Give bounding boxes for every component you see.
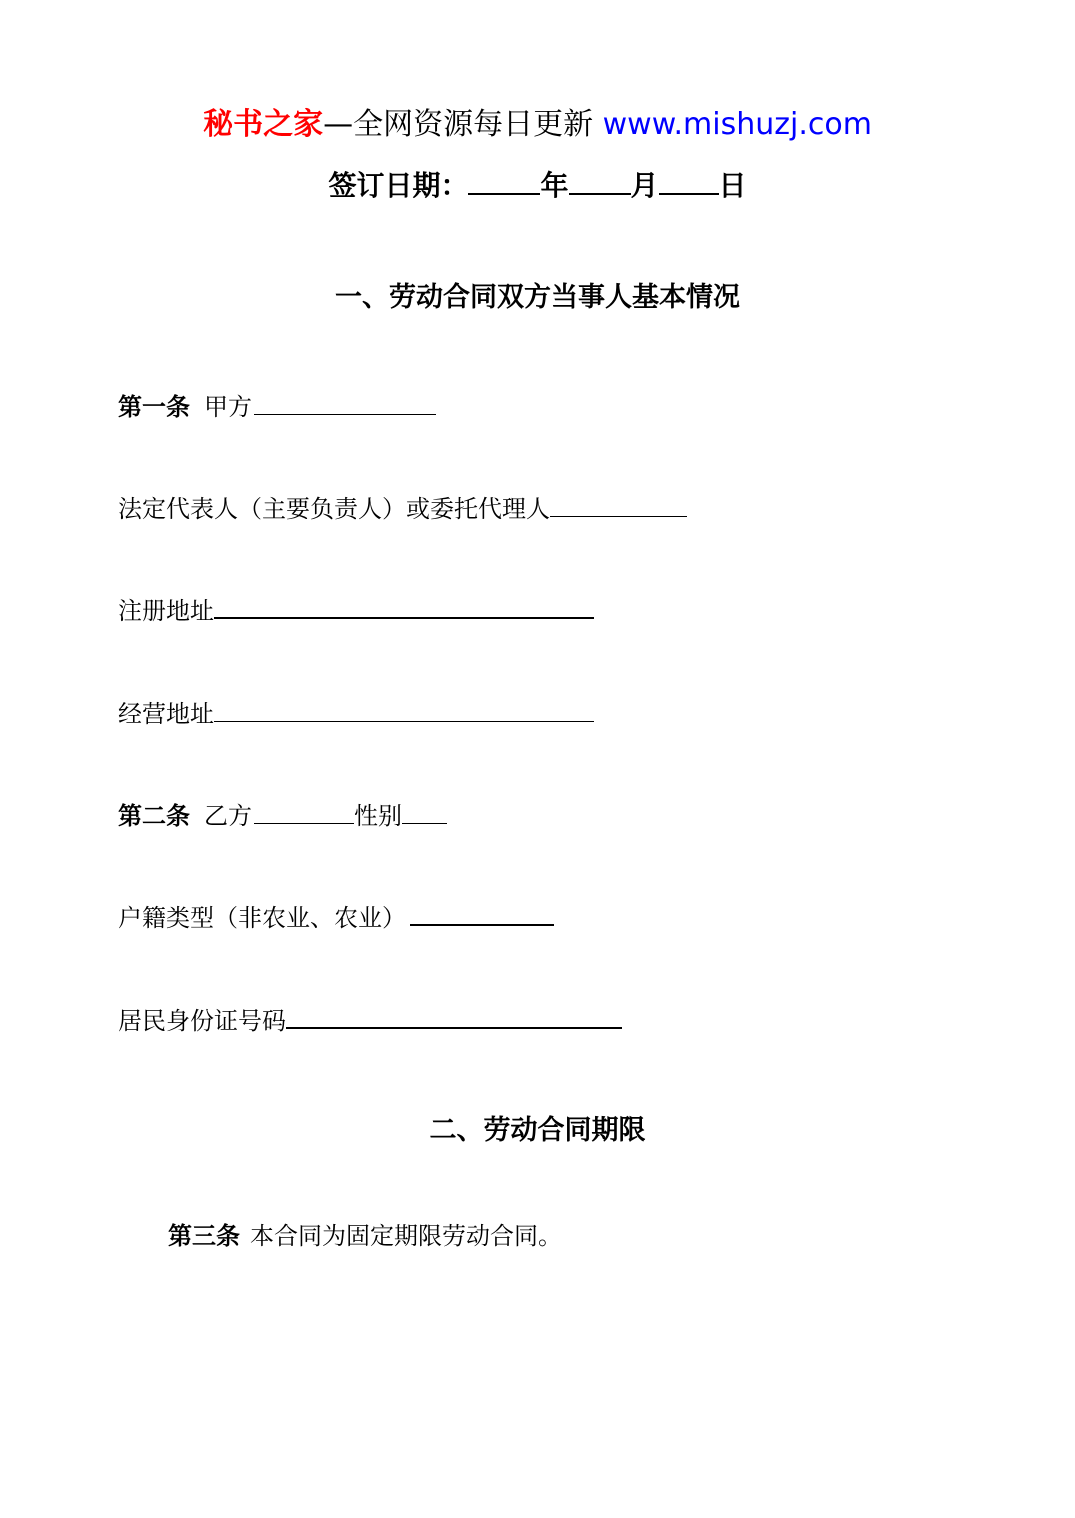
registered-address-row <box>118 595 594 627</box>
gender-label: 性别 <box>354 802 402 830</box>
business-address-blank[interactable] <box>214 699 594 722</box>
brand-name: 秘书之家 <box>203 107 324 142</box>
article2-row <box>118 800 447 832</box>
article1-label: 第一条 <box>118 393 190 421</box>
day-label: 日 <box>718 169 747 202</box>
month-blank[interactable] <box>569 167 631 195</box>
article3-row <box>168 1220 562 1252</box>
year-blank[interactable] <box>468 167 540 195</box>
article2-label: 第二条 <box>118 802 190 830</box>
day-blank[interactable] <box>659 167 719 195</box>
party-b-blank[interactable] <box>254 801 354 824</box>
household-type-label: 户籍类型（非农业、农业） <box>118 904 406 932</box>
registered-address-label: 注册地址 <box>118 597 214 625</box>
legal-rep-row <box>118 493 687 525</box>
party-b-label: 乙方 <box>204 802 252 830</box>
registered-address-blank[interactable] <box>214 595 594 619</box>
id-number-blank[interactable] <box>286 1005 622 1029</box>
year-label: 年 <box>540 169 569 202</box>
household-type-row <box>118 902 554 934</box>
site-header <box>0 106 1075 144</box>
legal-rep-label: 法定代表人（主要负责人）或委托代理人 <box>118 495 550 523</box>
signing-date-label: 签订日期： <box>328 169 469 202</box>
month-label: 月 <box>630 169 659 202</box>
article3-label: 第三条 <box>168 1222 240 1250</box>
section1-title: 一、劳动合同双方当事人基本情况 <box>335 282 740 313</box>
site-link[interactable]: www.mishuzj.com <box>602 107 872 142</box>
gender-blank[interactable] <box>402 801 447 824</box>
id-number-label: 居民身份证号码 <box>118 1007 286 1035</box>
household-type-blank[interactable] <box>410 902 554 926</box>
article3-text: 本合同为固定期限劳动合同。 <box>250 1222 562 1250</box>
party-a-blank[interactable] <box>254 392 436 415</box>
signing-date <box>0 167 1075 204</box>
party-a-label: 甲方 <box>204 393 252 421</box>
legal-rep-blank[interactable] <box>550 494 687 517</box>
article1-row <box>118 391 436 423</box>
id-number-row <box>118 1005 622 1037</box>
section2-title: 二、劳动合同期限 <box>429 1115 646 1146</box>
tagline: —全网资源每日更新 <box>323 107 603 142</box>
business-address-label: 经营地址 <box>118 700 214 728</box>
business-address-row <box>118 698 594 730</box>
